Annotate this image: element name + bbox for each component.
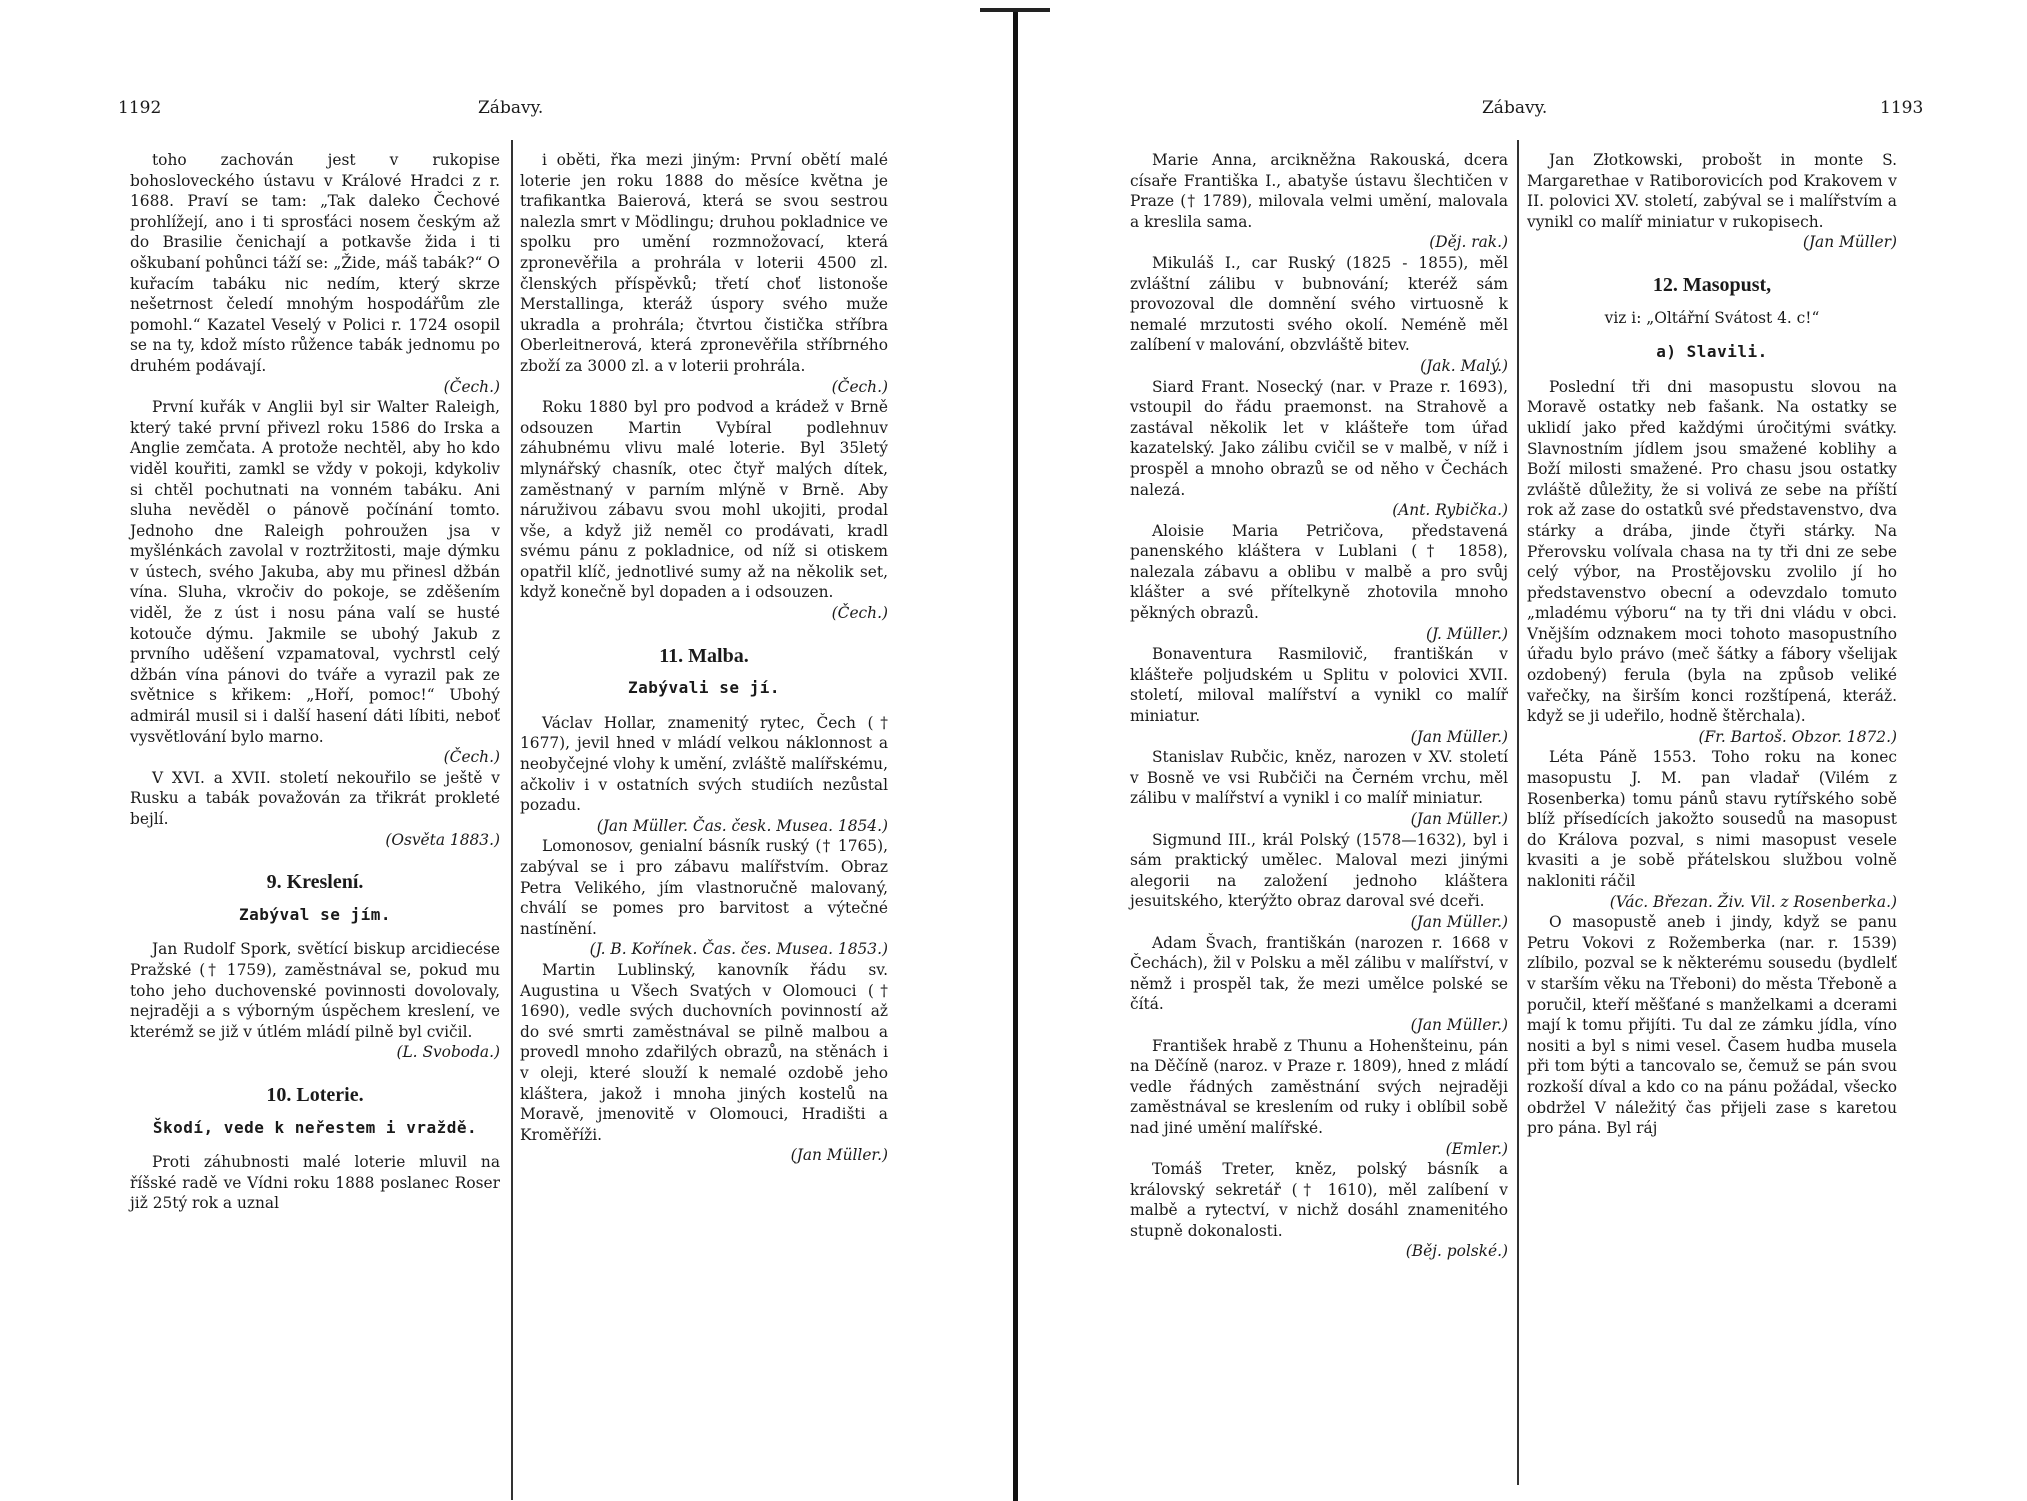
paragraph: [1130, 1036, 1508, 1160]
paragraph: [1130, 1159, 1508, 1262]
source-citation: (Běj. polské.): [1405, 1242, 1508, 1261]
source-citation: (Čech.): [831, 604, 888, 623]
paragraph-text: O masopustě aneb i jindy, když se panu Petru Vokovi z Rožemberka (nar. r. 1539) zlíbilo, pozval se k některému sousedu (bydlelť v starším věku na Třeboni) do města Třeboně a poručil, kteří měšťané s manželkami a dcerami mají k tomu přijíti. Tu dal ze zámku jídla, víno nositi a byl s nimi vesel. Časem hudba musela při tom býti a tancovalo se, čemuž se pán svou rozkoší díval a kdo co na pánu požádal, všecko obdržel V náležitý čas přijeli zase s karetou pro pána. Byl ráj: [1527, 913, 1897, 1138]
paragraph-text: První kuřák v Anglii byl sir Walter Raleigh, který také první přivezl roku 1586 do Irska a Anglie zemčata. A protože nechtěl, aby ho kdo viděl kouřiti, zamkl se vždy v pokoji, kdykoliv si chtěl pochutnati na vonném tabáku. Ani sluha nevěděl o pánově počínání tomto. Jednoho dne Raleigh pohroužen jsa v myšlénkách zavolal v roztržitosti, maje dýmku v ústech, svého Jakuba, aby mu přinesl džbán vína. Sluha, vkročiv do pokoje, se zděšením viděl, že z úst i nosu pána valí se husté kotouče dýmu. Jakmile se ubohý Jakub z prvního uděšení vzpamatoval, vychrstl celý džbán vína pánovi do tváře a vyrazil pak ze světnice s křikem: „Hoří, pomoc!“ Ubohý admirál musil si i další hasení dáti líbiti, neboť vysvětlování bylo marno.: [130, 398, 500, 746]
paragraph-text: Siard Frant. Nosecký (nar. v Praze r. 1693), vstoupil do řádu praemonst. na Strahově a zastával několik let v klášteře tom úřad kazatelský. Jako zálibu cvičil se v malbě, v níž i prospěl a mnoho obrazů se od něho v Čechách nalezá.: [1130, 377, 1508, 499]
section-heading: 10. Loterie.: [266, 1083, 364, 1106]
source-citation: (J. B. Kořínek. Čas. čes. Musea. 1853.): [589, 940, 888, 959]
paragraph: [1130, 521, 1508, 645]
section-heading: 11. Malba.: [659, 644, 749, 667]
paragraph-text: Poslední tři dni masopustu slovou na Moravě ostatky neb fašank. Na ostatky se uklidí jako před každými úročitými svátky. Slavnostním jídlem jsou smažené koblihy a Boží milosti smažené. Pro chasu jsou ostatky zvláště důležity, že si volivá ze sebe na příští rok až zase do ostatků své představenstvo, dva stárky a drába, jinde čtyři stárky. Na Přerovsku volívala chasa na ty tři dni ze sebe celý výbor, na Prostějovsku zvolilo jí ho představenstvo obecní a odevzdalo tomuto „mladému výboru“ na ty tři dni vládu v obci. Vnějším odznakem moci tohoto masopustního úřadu bylo právo (meč šátky a fábory všelijak ozdobený) ferula (byla na způsob veliké vařečky, na širším konci rozštípená, kteráž. když se ji udeřilo, hodně štěrchala).: [1527, 377, 1897, 726]
paragraph-text: Jan Złotkowski, probošt in monte S. Margarethae v Ratiborovicích pod Krakovem v II. polovici XV. století, zabýval se i malířstvím a vynikl co malíř miniatur v rukopisech.: [1527, 151, 1897, 231]
source-citation: (Osvěta 1883.): [385, 830, 500, 849]
paragraph-text: i oběti, řka mezi jiným: První obětí malé loterie jen roku 1888 do měsíce května je trafikantka Baierová, která se svou sestrou nalezla smrt v Mödlingu; druhou pokladnice ve spolku pro umění rozmnožovací, která zpronevěřila a prohrála v loterii 4500 zl. členských příspěvků; třetí choť listonoše Merstallinga, kteráž úspory svého muže ukradla a prohrála; čtvrtou čistička stříbra Oberleitnerová, která zpronevěřila stříbrného zboží za 3000 zl. a v loterii prohrála.: [520, 151, 888, 375]
paragraph: [1130, 377, 1508, 521]
paragraph-text: Roku 1880 byl pro podvod a krádež v Brně odsouzen Martin Vybíral podlehnuv záhubnému vlivu malé loterie. Byl 35letý mlynářský chasník, otec čtyř malých dítek, zaměstnaný v parním mlýně v Brně. Aby náruživou zábavu svou mohl ukojiti, prodal vše, a když již neměl co prodávati, kradl svému pánu z pokladnice, od níž si otiskem opatřil klíč, jednotlivé sumy až na několik set, když konečně byl dopaden a i odsouzen.: [520, 398, 888, 602]
book-gutter: [1000, 0, 1030, 1501]
source-citation: (Jak. Malý.): [1420, 356, 1508, 375]
running-head: Zábavy.: [478, 98, 544, 118]
paragraph: [1130, 933, 1508, 1036]
paragraph: [130, 397, 500, 768]
source-citation: (Fr. Bartoš. Obzor. 1872.): [1698, 727, 1897, 746]
source-citation: (Jan Müller.): [1410, 1015, 1508, 1034]
text-column: [1527, 150, 1897, 1139]
source-citation: (Jan Müller.): [1410, 912, 1508, 931]
paragraph: [1527, 150, 1897, 253]
text-column: [1130, 150, 1508, 1262]
section-heading: 9. Kreslení.: [266, 871, 364, 894]
paragraph: [130, 939, 500, 1063]
subsection-heading: a) Slavili.: [1656, 342, 1768, 362]
page-number: 1193: [1880, 98, 1924, 118]
subsection-heading: Zabýval se jím.: [239, 904, 391, 924]
paragraph-text: Adam Švach, františkán (narozen r. 1668 v Čechách), žil v Polsku a měl zálibu v malířství, v němž i prospěl tak, že mezi umělce polské se čítá.: [1130, 933, 1508, 1014]
paragraph-text: Tomáš Treter, kněz, polský básník a královský sekretář († 1610), měl zalíbení v malbě a rytectví, v nichž dosáhl znamenitého stupně dokonalosti.: [1130, 1160, 1508, 1240]
paragraph-text: toho zachován jest v rukopise bohosloveckého ústavu v Králové Hradci z r. 1688. Praví se tam: „Tak daleko Čechové prohlížejí, ano i ti sprosťáci nosem českým až do Brasilie čenichají a potkavše žida i ti oškubaní pohůnci táží se: „Žide, máš tabák?“ O kuřacím tabáku nic nedím, který skrze nešetrnost čeledí mnohým hospodářům zle pomohl.“ Kazatel Veselý v Polici r. 1724 osopil se na ty, kdož místo růžence tabák jednomu po druhém podávají.: [130, 151, 500, 375]
paragraph: [520, 397, 888, 624]
paragraph: [1130, 830, 1508, 933]
paragraph-text: Mikuláš I., car Ruský (1825 - 1855), měl zvláštní zálibu v bubnování; kteréž sám provozoval dle domnění svého virtuosně k nemalé mrzutosti svého okolí. Neméně měl zalíbení v malování, obzvláště bitev.: [1130, 253, 1508, 355]
paragraph: [520, 150, 888, 397]
source-citation: (Jan Müller): [1802, 233, 1897, 252]
paragraph: [1130, 644, 1508, 747]
source-citation: (Jan Müller.): [1410, 727, 1508, 746]
source-citation: (Čech.): [443, 748, 500, 767]
paragraph: [520, 836, 888, 960]
paragraph-text: Marie Anna, arcikněžna Rakouská, dcera císaře Františka I., abatyše ústavu šlechtičen v Praze († 1789), milovala velmi umění, malovala a kreslila sama.: [1130, 151, 1508, 231]
paragraph-text: Jan Rudolf Spork, světící biskup arcidiecése Pražské († 1759), zaměstnával se, pokud mu toho jeho duchovenské povinnosti dovolovaly, nejraději a s výborným úspěchem kreslení, ve kterémž se již v útlém mládí pilně byl cvičil.: [130, 940, 500, 1041]
source-citation: (L. Svoboda.): [396, 1043, 500, 1062]
paragraph: [1130, 150, 1508, 253]
source-citation: (Jan Müller.): [1410, 810, 1508, 828]
subsection-heading: Zabývali se jí.: [628, 678, 780, 698]
paragraph-text: Lomonosov, genialní básník ruský († 1765), zabýval se i pro zábavu malířstvím. Obraz Petra Velikého, jím vlastnoručně malovaný, chválí se pomes pro barvitost a výtečné nastínění.: [520, 837, 888, 938]
source-citation: (J. Müller.): [1426, 624, 1508, 643]
source-citation: (Vác. Březan. Živ. Vil. z Rosenberka.): [1609, 892, 1897, 911]
paragraph-text: Stanislav Rubčic, kněz, narozen v XV. století v Bosně ve vsi Rubčiči na Černém vrchu, měl zálibu v malířství a vynikl i co malíř miniatur.: [1130, 748, 1508, 808]
column-divider: [1517, 140, 1519, 1485]
source-citation: (Jan Müller.): [790, 1146, 888, 1165]
left-page: [0, 0, 1000, 1501]
paragraph: [130, 150, 500, 397]
paragraph: [1527, 912, 1897, 1139]
paragraph-text: Léta Páně 1553. Toho roku na konec masopustu J. M. pan vladař (Vilém z Rosenberka) tomu pánů stavu rytířského sobě blíž přísedících jakožto sousedů na masopust do Králova pozval, s nimi masopust vesele kvasiti a je sobě přátelskou službou volně nakloniti ráčil: [1527, 748, 1897, 890]
paragraph-text: František hrabě z Thunu a Hohenšteinu, pán na Děčíně (naroz. v Praze r. 1809), hned z mládí vedle řádných zaměstnání svých nejraději zaměstnával se kreslením od ruky i oblíbil sobě nad jiné umění malířské.: [1130, 1036, 1508, 1137]
paragraph: [1130, 253, 1508, 377]
running-head: Zábavy.: [1482, 98, 1548, 118]
text-column: [130, 150, 500, 1214]
paragraph-text: Sigmund III., král Polský (1578—1632), byl i sám praktický umělec. Maloval mezi jinými alegorii na založení jednoho kláštera jesuitského, kterýžto obraz daroval své dceři.: [1130, 830, 1508, 911]
text-column: [520, 150, 888, 1166]
page-number: 1192: [118, 98, 162, 118]
paragraph-text: Václav Hollar, znamenitý rytec, Čech († 1677), jevil hned v mládí velkou náklonnost a neobyčejné vlohy k umění, zvláště malířskému, ačkoliv i v ostatních svých studiích nezůstal pozadu.: [520, 713, 888, 815]
subsection-heading: Škodí, vede k neřestem i vraždě.: [152, 1117, 478, 1137]
paragraph-text: V XVI. a XVII. století nekouřilo se ještě v Rusku a tabák považován za třikrát prokleté bejlí.: [130, 768, 500, 828]
source-citation: (Děj. rak.): [1429, 233, 1508, 252]
source-citation: (Ant. Rybička.): [1392, 501, 1508, 520]
paragraph: [520, 960, 888, 1166]
column-divider: [511, 140, 513, 1500]
source-citation: (Čech.): [831, 377, 888, 396]
paragraph: [1130, 747, 1508, 829]
paragraph-text: Bonaventura Rasmilovič, františkán v klášteře poljudském u Splitu v polovici XVII. století, miloval malířství a vynikl co malíř miniatur.: [1130, 645, 1508, 726]
cross-reference: viz i: „Oltářní Svátost 4. c!“: [1604, 308, 1820, 327]
source-citation: (Čech.): [443, 377, 500, 396]
section-heading: 12. Masopust,: [1652, 273, 1772, 296]
paragraph-text: Martin Lublinský, kanovník řádu sv. Augustina u Všech Svatých v Olomouci († 1690), vedle svých duchovních povinností až do své smrti zaměstnával se pilně malbou a provedl mnoho zdařilých obrazů, na stěnách i v oleji, které slouží k nemalé ozdobě jeho kláštera, jakož i mnoha jiných kostelů na Moravě, jmenovitě v Olomouci, Hradišti a Kroměříži.: [520, 960, 888, 1144]
source-citation: (Jan Müller. Čas. česk. Musea. 1854.): [596, 816, 888, 835]
source-citation: (Emler.): [1445, 1139, 1508, 1158]
paragraph: [520, 713, 888, 837]
right-page: [1030, 0, 2027, 1501]
paragraph-text: Aloisie Maria Petričova, představená panenského kláštera v Lublani († 1858), nalezala zábavu a oblibu v malbě a pro svůj klášter a své přítelkyně zhotovila mnoho pěkných obrazů.: [1130, 521, 1508, 623]
paragraph-text: Proti záhubnosti malé loterie mluvil na říšské radě ve Vídni roku 1888 poslanec Roser již 25tý rok a uznal: [130, 1153, 500, 1213]
paragraph: [1527, 747, 1897, 912]
paragraph: [130, 768, 500, 850]
paragraph: [1527, 377, 1897, 748]
paragraph: [130, 1152, 500, 1214]
